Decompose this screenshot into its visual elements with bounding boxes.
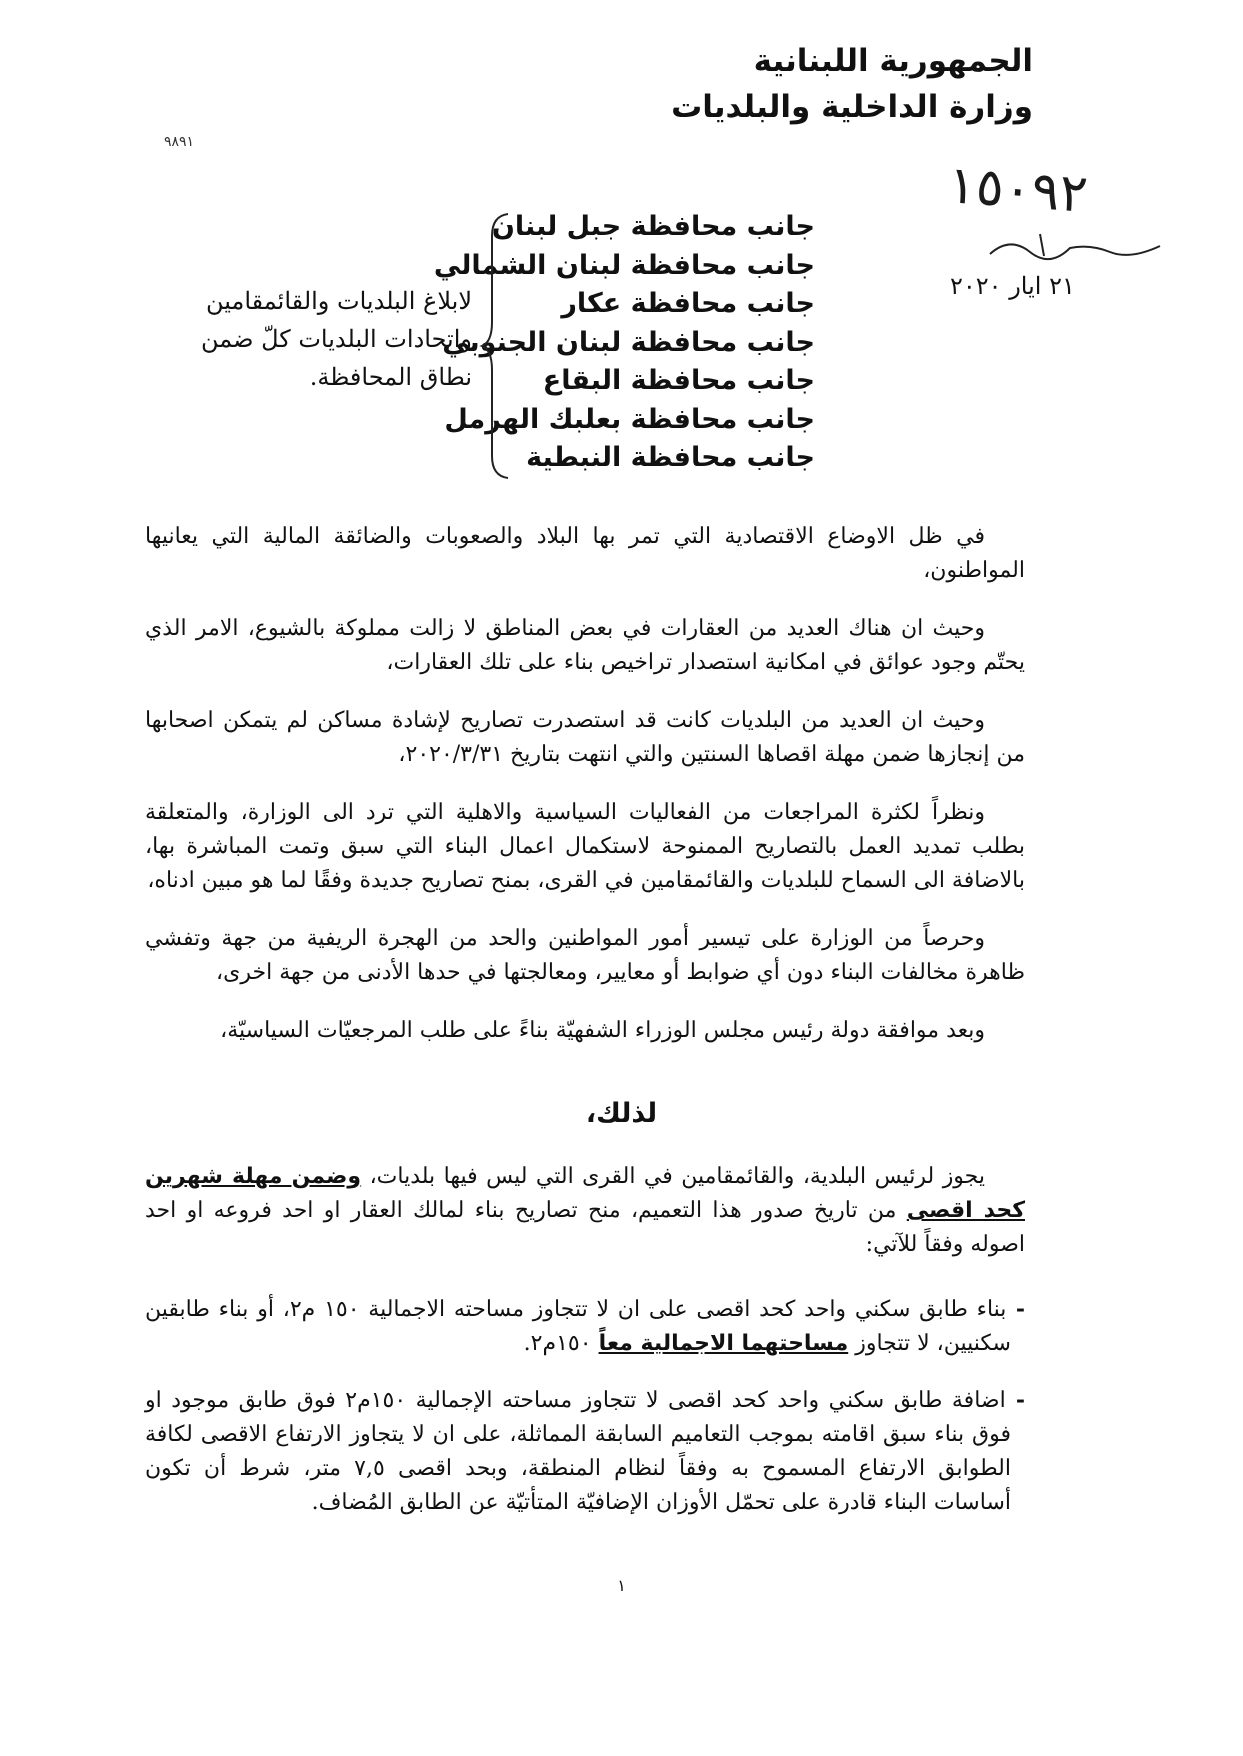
preamble-paragraph: وحرصاً من الوزارة على تيسير أمور المواطنين والحد من الهجرة الريفية من جهة وتفشي ظاهرة مخالفات البناء دون أي ضوابط أو معايير، ومعالجتها في حدها الأدنى من جهة اخرى، <box>145 926 1025 985</box>
handwritten-date: ٢١ ايار ٢٠٢٠ <box>950 272 1075 300</box>
handwritten-signature-icon <box>980 226 1170 266</box>
addressee-item: جانب محافظة لبنان الجنوبي <box>442 326 815 358</box>
decree-item: - اضافة طابق سكني واحد كحد اقصى لا تتجاوز مساحته الإجمالية ١٥٠م٢ فوق طابق موجود او فوق بناء سبق اقامته بموجب التعاميم السابقة المماثلة، على ان لا يتجاوز الارتفاع الاقصى لكافة الطوابق الارتفاع المسموح به وفقاً لنظام المنطقة، وبحد اقصى ٧,٥ متر، شرط أن تكون أساسات البناء قادرة على تحمّل الأوزان الإضافيّة المتأتيّة عن الطابق المُضاف. <box>145 1387 1025 1515</box>
decree-intro <box>145 1160 1025 1262</box>
addressee-item: جانب محافظة عكار <box>561 288 815 319</box>
reference-number: ٩٨٩١ <box>164 134 195 150</box>
decree-item-text: بناء طابق سكني واحد كحد اقصى على ان لا تتجاوز مساحته الاجمالية ١٥٠ م٢، أو بناء طابقين سكنيين، لا تتجاوز <box>145 1297 1011 1356</box>
distribution-note: لابلاغ البلديات والقائمقامين واتحادات البلديات كلّ ضمن نطاق المحافظة. <box>200 287 472 391</box>
letterhead <box>671 38 1033 130</box>
ministry-title: وزارة الداخلية والبلديات <box>671 89 1033 125</box>
preamble-paragraph: وحيث ان العديد من البلديات كانت قد استصدرت تصاريح لإشادة مساكن لم يتمكن اصحابها من إنجازها ضمن مهلة اقصاها السنتين والتي انتهت بتاريخ ٢٠٢٠/٣/٣١، <box>145 708 1025 767</box>
decree-intro-text: يجوز لرئيس البلدية، والقائمقامين في القرى التي ليس فيها بلديات، <box>361 1164 986 1189</box>
addressee-item: جانب محافظة بعلبك الهرمل <box>444 403 815 435</box>
page-number: ١ <box>617 1576 626 1595</box>
registration-number: ١٥٠٩٢ <box>946 155 1090 225</box>
decree-section <box>145 1160 1025 1542</box>
preamble <box>145 520 1025 1072</box>
addressee-item: جانب محافظة لبنان الشمالي <box>433 249 815 281</box>
addressee-item: جانب محافظة جبل لبنان <box>491 211 815 242</box>
decree-deadline-emphasis: وضمن مهلة شهرين كحد اقصى <box>145 1164 1025 1223</box>
curly-brace-icon <box>478 212 518 480</box>
decree-intro-text: من تاريخ صدور هذا التعميم، منح تصاريح بناء لمالك العقار او احد فروعه او احد اصوله وفقاً للآتي: <box>145 1198 1025 1257</box>
decree-item-text: اضافة طابق سكني واحد كحد اقصى لا تتجاوز مساحته الإجمالية ١٥٠م٢ فوق طابق موجود او فوق بناء سبق اقامته بموجب التعاميم السابقة المماثلة، على ان لا يتجاوز الارتفاع الاقصى لكافة الطوابق الارتفاع المسموح به وفقاً لنظام المنطقة، وبحد اقصى ٧,٥ متر، شرط أن تكون أساسات البناء قادرة على تحمّل الأوزان الإضافيّة المتأتيّة عن الطابق المُضاف. <box>145 1388 1011 1515</box>
addressee-item: جانب محافظة النبطية <box>526 442 815 473</box>
therefore-heading: لذلك، <box>585 1098 658 1129</box>
preamble-paragraph: وبعد موافقة دولة رئيس مجلس الوزراء الشفهيّة بناءً على طلب المرجعيّات السياسيّة، <box>220 1018 985 1043</box>
republic-title: الجمهورية اللبنانية <box>753 43 1033 79</box>
preamble-paragraph: وحيث ان هناك العديد من العقارات في بعض المناطق لا زالت مملوكة بالشيوع، الامر الذي يحتّم وجود عوائق في امكانية استصدار تراخيص بناء على تلك العقارات، <box>145 616 1025 675</box>
addressee-item: جانب محافظة البقاع <box>542 365 815 396</box>
preamble-paragraph: في ظل الاوضاع الاقتصادية التي تمر بها البلاد والصعوبات والضائقة المالية التي يعانيها المواطنون، <box>145 524 1025 583</box>
decree-item-text: ١٥٠م٢. <box>523 1331 599 1356</box>
preamble-paragraph: ونظراً لكثرة المراجعات من الفعاليات السياسية والاهلية التي ترد الى الوزارة، والمتعلقة بطلب تمديد العمل بالتصاريح الممنوحة لاستكمال اعمال البناء التي سبق وتمت المباشرة بها، بالاضافة الى السماح للبلديات والقائمقامين في القرى، بمنح تصاريح جديدة وفقًا لما هو مبين ادناه، <box>145 800 1025 893</box>
decree-item: - بناء طابق سكني واحد كحد اقصى على ان لا تتجاوز مساحته الاجمالية ١٥٠ م٢، أو بناء طابقين سكنيين، لا تتجاوز مساحتهما الاجمالية معاً ١٥٠م٢. <box>145 1296 1026 1356</box>
handwritten-registration-number <box>946 155 1090 225</box>
decree-item-emphasis: مساحتهما الاجمالية معاً <box>598 1331 849 1356</box>
